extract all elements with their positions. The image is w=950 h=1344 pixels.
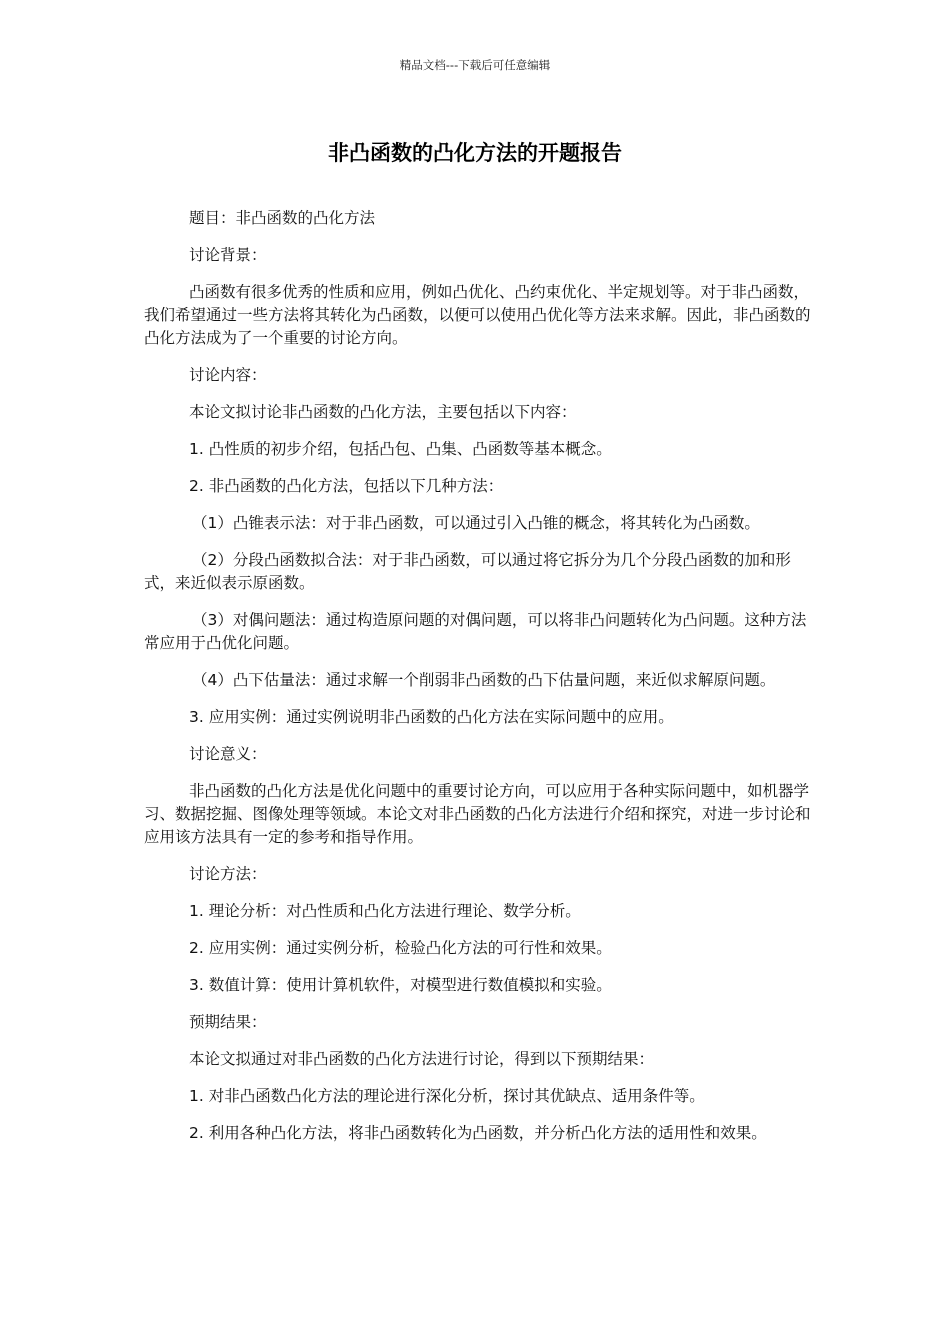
paragraph: 非凸函数的凸化方法是优化问题中的重要讨论方向，可以应用于各种实际问题中，如机器学习、数据挖掘、图像处理等领域。本论文对非凸函数的凸化方法进行介绍和探究，对进一步讨论和应用该方法具有一定的参考和指导作用。: [144, 782, 811, 846]
list-item: 3. 应用实例：通过实例说明非凸函数的凸化方法在实际问题中的应用。: [189, 708, 674, 726]
sub-list-item: （3）对偶问题法：通过构造原问题的对偶问题，可以将非凸问题转化为凸问题。这种方法常应用于凸优化问题。: [144, 611, 807, 652]
document-body: [144, 207, 812, 1159]
paragraph: 本论文拟通过对非凸函数的凸化方法进行讨论，得到以下预期结果：: [189, 1050, 655, 1068]
sub-list-item: （1）凸锥表示法：对于非凸函数，可以通过引入凸锥的概念，将其转化为凸函数。: [192, 514, 760, 532]
section-heading: 讨论方法：: [189, 865, 267, 883]
section-heading: 讨论背景：: [189, 246, 267, 264]
list-item: 2. 应用实例：通过实例分析，检验凸化方法的可行性和效果。: [189, 939, 612, 957]
sub-list-item: （4）凸下估量法：通过求解一个削弱非凸函数的凸下估量问题，来近似求解原问题。: [192, 671, 776, 689]
paragraph: 本论文拟讨论非凸函数的凸化方法，主要包括以下内容：: [189, 403, 577, 421]
page-header-note: 精品文档---下载后可任意编辑: [399, 58, 551, 72]
list-item: 2. 利用各种凸化方法，将非凸函数转化为凸函数，并分析凸化方法的适用性和效果。: [189, 1124, 767, 1142]
list-item: 3. 数值计算：使用计算机软件，对模型进行数值模拟和实验。: [189, 976, 612, 994]
list-item: 2. 非凸函数的凸化方法，包括以下几种方法：: [189, 477, 504, 495]
section-heading: 讨论意义：: [189, 745, 267, 763]
sub-list-item: （2）分段凸函数拟合法：对于非凸函数，可以通过将它拆分为几个分段凸函数的加和形式，来近似表示原函数。: [144, 551, 791, 592]
list-item: 1. 对非凸函数凸化方法的理论进行深化分析，探讨其优缺点、适用条件等。: [189, 1087, 705, 1105]
list-item: 1. 凸性质的初步介绍，包括凸包、凸集、凸函数等基本概念。: [189, 440, 612, 458]
list-item: 1. 理论分析：对凸性质和凸化方法进行理论、数学分析。: [189, 902, 581, 920]
paragraph: 凸函数有很多优秀的性质和应用，例如凸优化、凸约束优化、半定规划等。对于非凸函数，我们希望通过一些方法将其转化为凸函数，以便可以使用凸优化等方法来求解。因此，非凸函数的凸化方法成为了一个重要的讨论方向。: [144, 283, 811, 347]
document-title: 非凸函数的凸化方法的开题报告: [328, 141, 622, 165]
section-heading: 讨论内容：: [189, 366, 267, 384]
paragraph: 题目：非凸函数的凸化方法: [189, 209, 376, 227]
section-heading: 预期结果：: [189, 1013, 267, 1031]
